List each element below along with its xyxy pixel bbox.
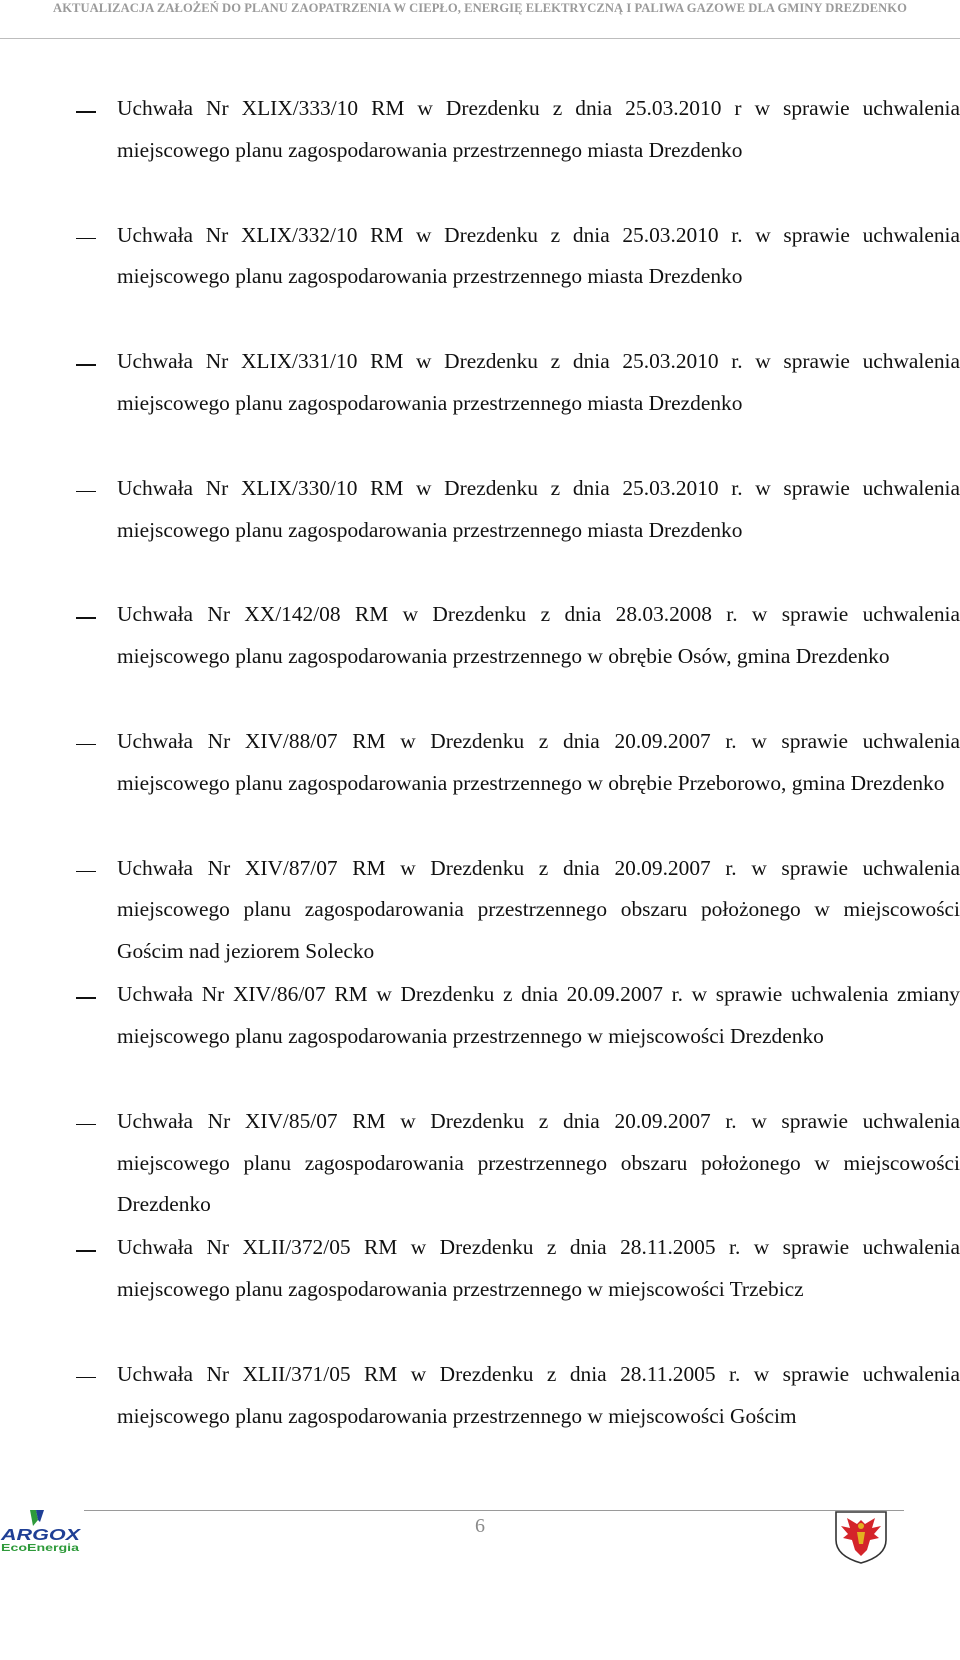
- resolution-list: [72, 88, 960, 1481]
- list-item-text: Uchwała Nr XIV/85/07 RM w Drezdenku z dnia 20.09.2007 r. w sprawie uchwalenia miejscowego planu zagospodarowania przestrzennego obszaru położonego w miejscowości Drezdenko: [117, 1108, 960, 1217]
- dash-bullet: [76, 111, 96, 113]
- list-item: [72, 1101, 960, 1228]
- list-item-text: Uchwała Nr XLIX/331/10 RM w Drezdenku z dnia 25.03.2010 r. w sprawie uchwalenia miejscowego planu zagospodarowania przestrzennego miasta Drezdenko: [117, 349, 960, 415]
- list-item-text: Uchwała Nr XIV/88/07 RM w Drezdenku z dnia 20.09.2007 r. w sprawie uchwalenia miejscowego planu zagospodarowania przestrzennego w obrębie Przeborowo, gmina Drezdenko: [117, 728, 960, 795]
- coat-of-arms-eagle-icon: [832, 1510, 890, 1564]
- list-item-text: Uchwała Nr XLIX/332/10 RM w Drezdenku z dnia 25.03.2010 r. w sprawie uchwalenia miejscowego planu zagospodarowania przestrzennego miasta Drezdenko: [117, 222, 960, 289]
- dash-bullet: [76, 617, 96, 619]
- list-item-text: Uchwała Nr XLIX/333/10 RM w Drezdenku z dnia 25.03.2010 r w sprawie uchwalenia miejscowego planu zagospodarowania przestrzennego miasta Drezdenko: [117, 96, 960, 162]
- list-item: [72, 341, 960, 468]
- dash-bullet: [76, 871, 96, 873]
- dash-bullet: [76, 1377, 96, 1379]
- page-header: [0, 0, 960, 39]
- list-item-text: Uchwała Nr XLII/371/05 RM w Drezdenku z dnia 28.11.2005 r. w sprawie uchwalenia miejscowego planu zagospodarowania przestrzennego w miejscowości Gościm: [117, 1361, 960, 1428]
- page-number: 6: [475, 1515, 485, 1537]
- header-title: AKTUALIZACJA ZAŁOŻEŃ DO PLANU ZAOPATRZENIA W CIEPŁO, ENERGIĘ ELEKTRYCZNĄ I PALIWA GAZOWE DLA GMINY DREZDENKO: [53, 1, 907, 15]
- list-item-text: Uchwała Nr XIV/87/07 RM w Drezdenku z dnia 20.09.2007 r. w sprawie uchwalenia miejscowego planu zagospodarowania przestrzennego obszaru położonego w miejscowości Gościm nad jeziorem Solecko: [117, 855, 960, 964]
- list-item: [72, 88, 960, 215]
- footer-divider: [84, 1510, 904, 1511]
- svg-text:ARGOX: ARGOX: [0, 1527, 82, 1544]
- list-item: [72, 468, 960, 595]
- argox-logo-icon: [0, 1508, 84, 1554]
- list-item: [72, 1354, 960, 1481]
- dash-bullet: [76, 1124, 96, 1126]
- list-item-text: Uchwała Nr XLIX/330/10 RM w Drezdenku z dnia 25.03.2010 r. w sprawie uchwalenia miejscowego planu zagospodarowania przestrzennego miasta Drezdenko: [117, 475, 960, 542]
- list-item: [72, 215, 960, 342]
- list-item-text: Uchwała Nr XX/142/08 RM w Drezdenku z dnia 28.03.2008 r. w sprawie uchwalenia miejscowego planu zagospodarowania przestrzennego w obrębie Osów, gmina Drezdenko: [117, 602, 960, 669]
- list-item-text: Uchwała Nr XIV/86/07 RM w Drezdenku z dnia 20.09.2007 r. w sprawie uchwalenia zmiany miejscowego planu zagospodarowania przestrzennego w miejscowości Drezdenko: [117, 982, 960, 1048]
- dash-bullet: [76, 238, 96, 240]
- svg-text:EcoEnergia: EcoEnergia: [1, 1543, 80, 1554]
- list-item: [72, 1227, 960, 1354]
- list-item: [72, 594, 960, 721]
- dash-bullet: [76, 997, 96, 999]
- dash-bullet: [76, 1250, 96, 1252]
- dash-bullet: [76, 491, 96, 493]
- dash-bullet: [76, 364, 96, 366]
- list-item: [72, 974, 960, 1101]
- list-item: [72, 721, 960, 848]
- list-item-text: Uchwała Nr XLII/372/05 RM w Drezdenku z dnia 28.11.2005 r. w sprawie uchwalenia miejscowego planu zagospodarowania przestrzennego w miejscowości Trzebicz: [117, 1235, 960, 1302]
- list-item: [72, 848, 960, 975]
- dash-bullet: [76, 744, 96, 746]
